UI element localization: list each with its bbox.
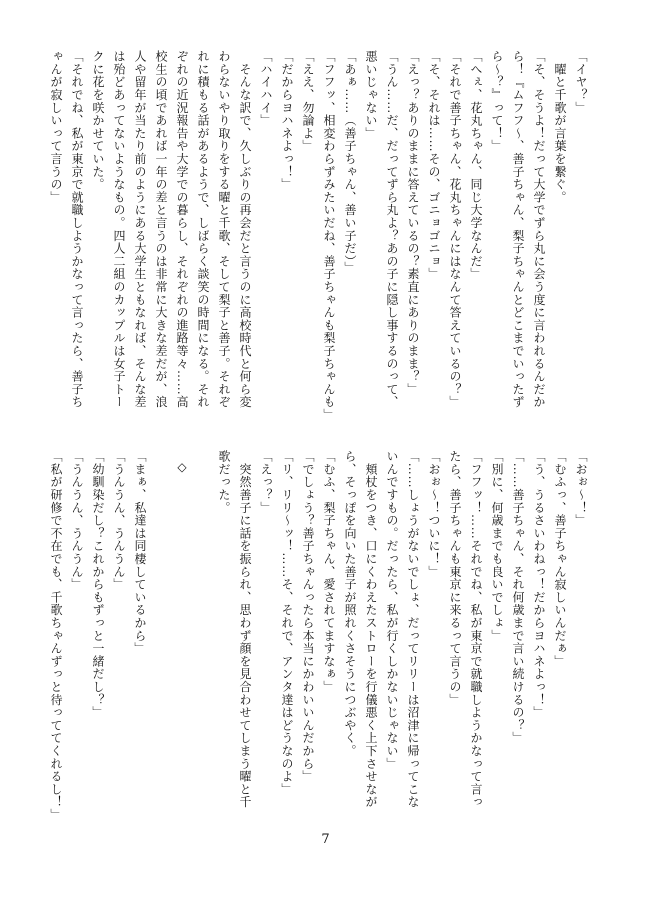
text-line: 「おぉ～！」 [574,450,588,527]
text-line: わらないやり取りをする曜と千歌、そして梨子と善子。それぞ [217,50,231,409]
text-line: 「まぁ、私達は同棲しているから」 [133,450,147,655]
text-line: 「リ、リリ～ッ！……そ、それで、アンタ達はどうなのよ」 [280,450,294,796]
text-line: 「むふっ、善子ちゃん寂しいんだぁ」 [553,450,567,668]
text-line: 「ええ、勿論よ」 [301,50,315,153]
text-line: クに花を咲かせていた。 [91,50,105,191]
text-column-top [49,50,591,422]
text-line: 「それで善子ちゃん、花丸ちゃんにはなんて答えているの？」 [448,50,462,409]
text-line: 「へぇ、花丸ちゃん、同じ大学なんだ」 [469,50,483,281]
text-column-bottom [51,450,591,825]
text-line: 「フフッ！……それでね、私が東京で就職しようかなって言っ [469,450,483,809]
text-line: ゃんが寂しいって言うの」 [49,50,63,204]
text-line: 「う、うるさいわねっ！だからヨハネよっ！」 [532,450,546,719]
text-line: 「別に、何歳までも良いでしょ」 [490,450,504,642]
text-line: ら、そっぽを向いた善子が照れくさそうにつぶやく。 [343,450,357,758]
text-line: たら、善子ちゃんも東京に来るって言うの」 [448,450,462,706]
text-line: 「うん……だ、だってずら丸よ？あの子に隠し事するのって、 [385,50,399,409]
text-line: は殆どあってないようなもの。四人二組のカップルは女子トー [112,50,126,409]
text-line: 「イヤ？」 [574,50,588,114]
text-line: 校生の頃であれば一年の差と言うのは非常に大きな差だが、浪 [154,50,168,409]
text-line: 「うんうん、うんうん」 [112,450,126,591]
text-line: 「むふ、梨子ちゃん、愛されてますなぁ」 [322,450,336,694]
text-line: ら！『ムフフ～、善子ちゃん、梨子ちゃんとどこまでいったず [511,50,525,409]
text-line: 「おぉ～！ついに！」 [427,450,441,578]
text-line: ら～？』って！」 [490,50,504,153]
text-line: れに積もる話があるようで、しばらく談笑の時間になる。それ [196,50,210,409]
text-line: 「……善子ちゃん、それ何歳まで言い続けるの？」 [511,450,525,745]
text-line: 歌だった。 [217,450,231,514]
text-line: 人や留年が当たり前のようにある大学生ともなれば、そんな差 [133,50,147,409]
text-line [150,450,171,825]
text-line: 「うんうん、うんうん」 [70,450,84,591]
text-line: 「えっ？」 [259,450,273,514]
text-line: 頬杖をつき、口にくわえたストローを行儀悪く上下させなが [364,450,378,809]
text-line: 曜と千歌が言葉を繋ぐ。 [553,50,567,204]
text-line: 「えっ？ありのままに答えているの？素直にありのまま？」 [406,50,420,396]
text-line [192,450,213,825]
text-line: 「あぁ……（善子ちゃん、善い子だ）」 [343,50,357,275]
text-line: 突然善子に話を振られ、思わず顔を見合わせてしまう曜と千 [238,450,252,809]
text-line: 「幼馴染だし？これからもずっと一緒だし？」 [91,450,105,719]
text-line: いんですもの。だったら、私が行くしかないじゃない」 [385,450,399,770]
text-line: 「それでね、私が東京で就職しようかなって言ったら、善子ち [70,50,84,409]
text-line: 「フフッ、相変わらずみたいだね、善子ちゃんも梨子ちゃんも」 [322,50,336,422]
text-line: ぞれの近況報告や大学での暮らし、それぞれの進路等々……高 [175,50,189,409]
section-break-diamond: ◇ [175,460,189,475]
page-number: 7 [321,832,330,847]
text-line: 「でしょう？善子ちゃんったら本当にかわいいんだから」 [301,450,315,783]
text-line: 「ハイハイ」 [259,50,273,127]
text-line: そんな訳で、久しぶりの再会だと言うのに高校時代と何ら変 [238,50,252,409]
text-line: 「私が研修で不在でも、千歌ちゃんずっと待っててくれるし！」 [49,450,63,822]
text-line: 「……しょうがないでしょ、だってリリーは沼津に帰ってこな [406,450,420,809]
text-line: 「そ、それは……その、ゴニョゴニョ」 [427,50,441,281]
text-line: 「そ、そうよ！だって大学でずら丸に会う度に言われるんだか [532,50,546,409]
text-line: 「だからヨハネよっ！」 [280,50,294,191]
text-line: 悪いじゃない」 [364,50,378,140]
